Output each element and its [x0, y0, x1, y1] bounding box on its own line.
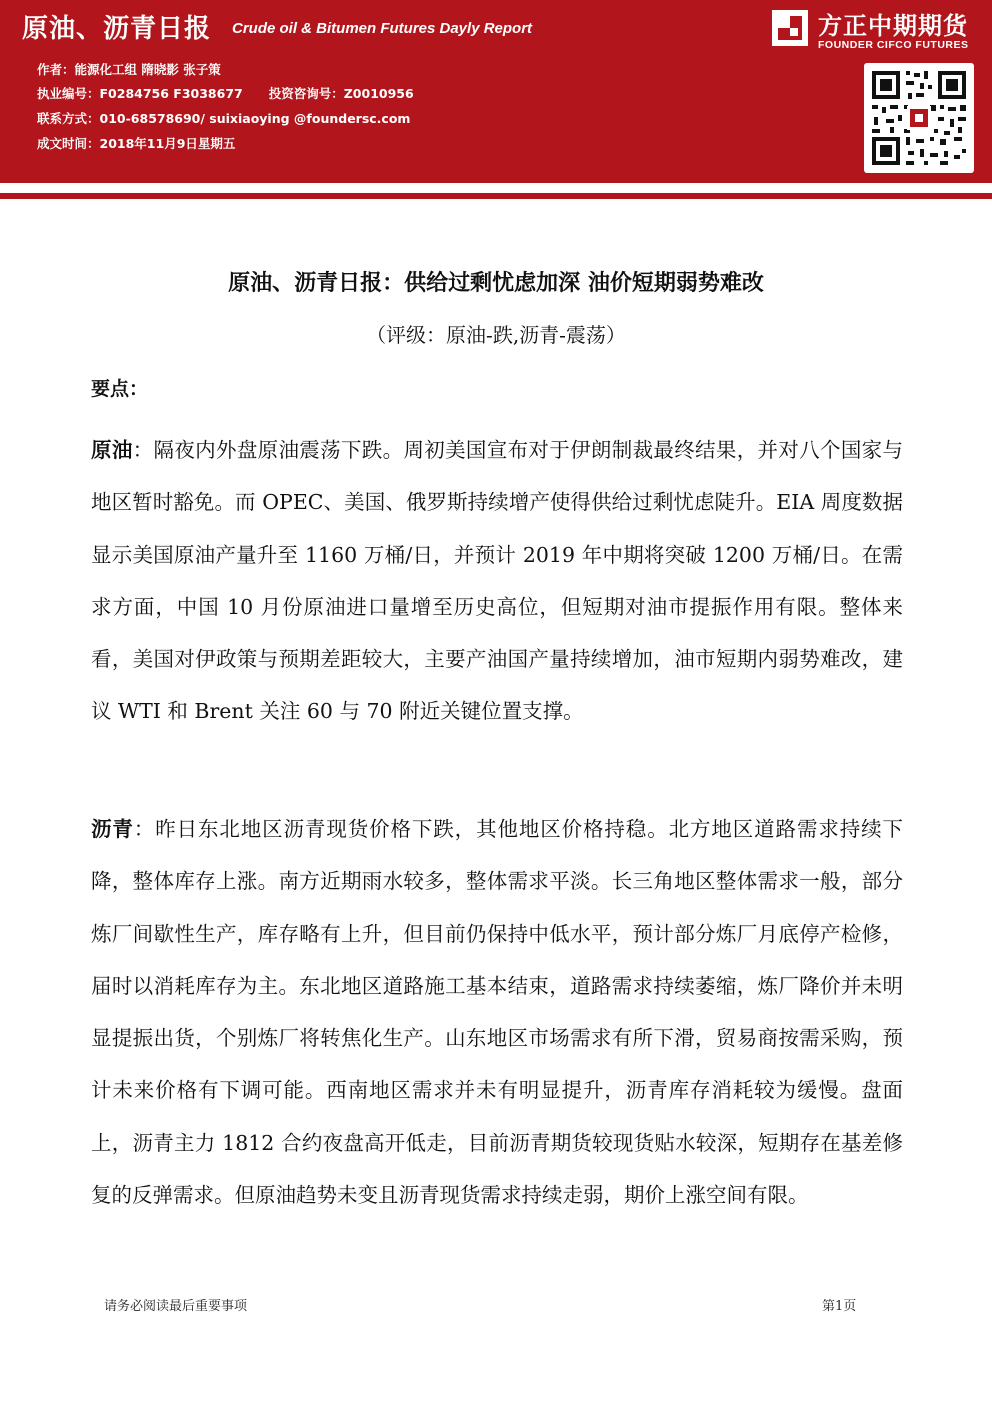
report-header [0, 0, 992, 183]
date-label: 成文时间： [37, 136, 100, 151]
bitumen-label: 沥青 [91, 817, 134, 841]
contact: 010-68578690/ suixiaoying @foundersc.com [99, 111, 411, 126]
qr-code-icon [864, 63, 974, 173]
qr-code-graphic [864, 63, 974, 173]
report-title: 原油、沥青日报 [22, 14, 212, 44]
bitumen-paragraph [91, 803, 903, 1221]
brand-name-en: FOUNDER CIFCO FUTURES [818, 39, 969, 51]
document-title: 原油、沥青日报：供给过剩忧虑加深 油价短期弱势难改 [228, 271, 764, 296]
brand-logo [770, 6, 985, 54]
founder-logo-icon [770, 8, 810, 48]
date: 2018年11月9日星期五 [99, 136, 236, 151]
advisor-number: Z0010956 [343, 86, 414, 101]
document-rating: （评级：原油-跌,沥青-震荡） [366, 323, 626, 347]
page-number: 第1页 [822, 1299, 857, 1314]
crude-oil-text: ：隔夜内外盘原油震荡下跌。周初美国宣布对于伊朗制裁最终结果，并对八个国家与地区暂时豁免。而 OPEC、美国、俄罗斯持续增产使得供给过剩忧虑陡升。EIA 周度数据显示美国原油产量升至 1160 万桶/日，并预计 2019 年中期将突破 1200 万桶/日。在需求方面，中国 10 月份原油进口量增至历史高位，但短期对油市提振作用有限。整体来看，美国对伊政策与预期差距较大，主要产油国产量持续增加，油市短期内弱势难改，建议 WTI 和 Brent 关注 60 与 70 附近关键位置支撑。 [91, 438, 904, 724]
authors-line [37, 60, 231, 78]
license-line [37, 84, 424, 102]
crude-oil-label: 原油 [91, 438, 133, 462]
bitumen-text: ：昨日东北地区沥青现货价格下跌，其他地区价格持稳。北方地区道路需求持续下降，整体库存上涨。南方近期雨水较多，整体需求平淡。长三角地区整体需求一般，部分炼厂间歇性生产，库存略有上升，但目前仍保持中低水平，预计部分炼厂月底停产检修，届时以消耗库存为主。东北地区道路施工基本结束，道路需求持续萎缩，炼厂降价并未明显提振出货，个别炼厂将转焦化生产。山东地区市场需求有所下滑，贸易商按需采购，预计未来价格有下调可能。西南地区需求并未有明显提升，沥青库存消耗较为缓慢。盘面上，沥青主力 1812 合约夜盘高开低走，目前沥青期货较现货贴水较深，短期存在基差修复的反弹需求。但原油趋势未变且沥青现货需求持续走弱，期价上涨空间有限。 [91, 817, 904, 1208]
authors: 能源化工组 隋晓影 张子策 [74, 62, 221, 77]
key-points-label: 要点： [91, 378, 149, 400]
license-label: 执业编号： [37, 86, 100, 101]
crude-oil-paragraph [91, 424, 903, 738]
date-line [37, 134, 245, 152]
license-numbers: F0284756 F3038677 [99, 86, 243, 101]
authors-label: 作者： [37, 62, 75, 77]
footer-notice: 请务必阅读最后重要事项 [104, 1299, 248, 1314]
header-divider [0, 193, 992, 199]
contact-label: 联系方式： [37, 111, 100, 126]
contact-line [37, 109, 420, 127]
report-subtitle: Crude oil & Bitumen Futures Dayly Report [232, 20, 533, 37]
advisor-label: 投资咨询号： [268, 86, 344, 101]
brand-name-cn: 方正中期期货 [818, 12, 968, 40]
